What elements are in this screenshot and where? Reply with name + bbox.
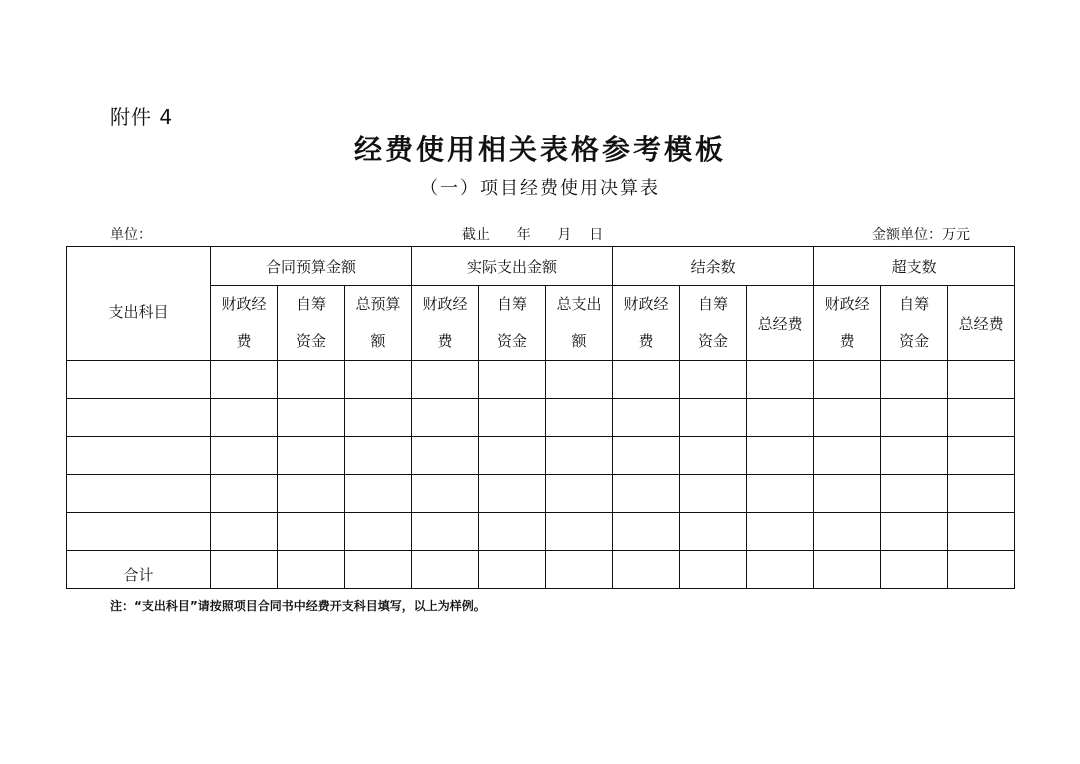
table-cell: [680, 361, 747, 399]
table-cell: [546, 399, 613, 437]
table-cell: [613, 475, 680, 513]
table-cell: [546, 437, 613, 475]
table-cell: [479, 475, 546, 513]
table-cell: [680, 551, 747, 589]
table-cell: [747, 437, 814, 475]
table-cell: [814, 513, 881, 551]
date-label: 截止 年 月 日: [462, 227, 604, 243]
table-cell: [278, 437, 345, 475]
table-cell: [345, 551, 412, 589]
table-cell: [412, 437, 479, 475]
table-cell: [747, 361, 814, 399]
group-header-actual-spend: 实际支出金额: [412, 247, 613, 286]
table-cell: [546, 513, 613, 551]
table-cell: [278, 361, 345, 399]
table-cell: [412, 513, 479, 551]
col-header: 自筹 资金: [278, 286, 345, 361]
table-cell: [814, 399, 881, 437]
table-cell: [67, 361, 211, 399]
table-cell: [613, 399, 680, 437]
table-cell: [67, 513, 211, 551]
table-cell: [814, 475, 881, 513]
table-cell: [613, 551, 680, 589]
table-note: 注：“支出科目”请按照项目合同书中经费开支科目填写，以上为样例。: [110, 599, 486, 613]
table-cell: [948, 399, 1015, 437]
group-header-balance: 结余数: [613, 247, 814, 286]
attachment-label: 附件 4: [110, 105, 174, 129]
table-cell: [67, 437, 211, 475]
col-header: 财政经 费: [814, 286, 881, 361]
col-header: 财政经 费: [211, 286, 278, 361]
table-cell: [479, 361, 546, 399]
table-cell: [613, 513, 680, 551]
table-cell: [211, 399, 278, 437]
table-cell: [613, 361, 680, 399]
document-subtitle: （一）项目经费使用决算表: [420, 178, 660, 199]
col-header: 财政经 费: [613, 286, 680, 361]
table-cell: [412, 361, 479, 399]
table-cell: [546, 361, 613, 399]
table-cell: [814, 361, 881, 399]
total-row: [67, 551, 1015, 589]
money-unit-label: 金额单位：万元: [872, 227, 970, 243]
table-cell: [345, 513, 412, 551]
table-cell: [546, 551, 613, 589]
table-cell: [546, 475, 613, 513]
table-row: [67, 361, 1015, 399]
table-cell: [211, 361, 278, 399]
table-cell: [881, 475, 948, 513]
table-cell: [345, 437, 412, 475]
settlement-table: [66, 246, 1015, 589]
table-cell: [211, 551, 278, 589]
table-cell: [680, 437, 747, 475]
table-cell: [747, 551, 814, 589]
table-cell: [479, 551, 546, 589]
col-header: 总经费: [747, 286, 814, 361]
table-row: [67, 437, 1015, 475]
total-label: 合计: [67, 551, 211, 589]
unit-label: 单位：: [110, 227, 152, 243]
header-row-groups: [67, 247, 1015, 286]
subject-header: 支出科目: [67, 247, 211, 361]
table-cell: [881, 513, 948, 551]
table-cell: [67, 399, 211, 437]
col-header: 自筹 资金: [479, 286, 546, 361]
table-cell: [747, 475, 814, 513]
table-cell: [948, 361, 1015, 399]
group-header-overspend: 超支数: [814, 247, 1015, 286]
table-cell: [881, 399, 948, 437]
table-cell: [278, 399, 345, 437]
table-cell: [814, 437, 881, 475]
table-row: [67, 399, 1015, 437]
table-row: [67, 513, 1015, 551]
table-cell: [948, 513, 1015, 551]
table-cell: [881, 437, 948, 475]
table-cell: [948, 551, 1015, 589]
table-cell: [479, 437, 546, 475]
table-cell: [479, 513, 546, 551]
table-cell: [278, 551, 345, 589]
table-cell: [412, 475, 479, 513]
table-cell: [211, 475, 278, 513]
table-cell: [680, 475, 747, 513]
table-cell: [881, 361, 948, 399]
table-cell: [680, 513, 747, 551]
table-cell: [948, 475, 1015, 513]
col-header: 总经费: [948, 286, 1015, 361]
group-header-contract-budget: 合同预算金额: [211, 247, 412, 286]
table-cell: [67, 475, 211, 513]
table-cell: [345, 399, 412, 437]
table-cell: [479, 399, 546, 437]
table-cell: [881, 551, 948, 589]
table-cell: [412, 551, 479, 589]
col-header: 自筹 资金: [680, 286, 747, 361]
table-row: [67, 475, 1015, 513]
table-cell: [278, 475, 345, 513]
table-cell: [211, 513, 278, 551]
col-header: 自筹 资金: [881, 286, 948, 361]
table-cell: [412, 399, 479, 437]
document-title: 经费使用相关表格参考模板: [353, 133, 726, 166]
table-cell: [680, 399, 747, 437]
table-cell: [345, 475, 412, 513]
table-cell: [345, 361, 412, 399]
col-header: 总预算 额: [345, 286, 412, 361]
table-cell: [747, 513, 814, 551]
table-cell: [948, 437, 1015, 475]
col-header: 财政经 费: [412, 286, 479, 361]
col-header: 总支出 额: [546, 286, 613, 361]
table-cell: [814, 551, 881, 589]
table-cell: [613, 437, 680, 475]
table-cell: [747, 399, 814, 437]
table-cell: [278, 513, 345, 551]
table-cell: [211, 437, 278, 475]
